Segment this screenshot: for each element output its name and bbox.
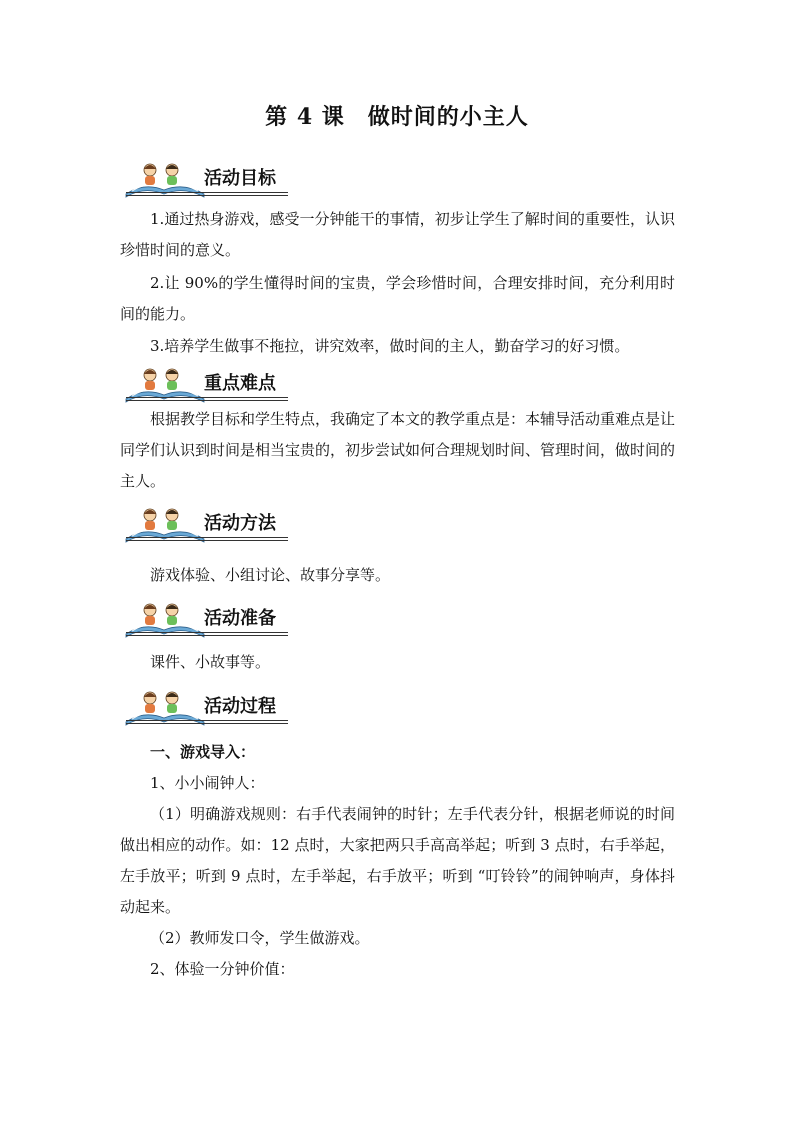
reading-children-icon	[120, 688, 210, 728]
list-item: （1）明确游戏规则：右手代表闹钟的时针；左手代表分针，根据老师说的时间做出相应的动作。如：12 点时，大家把两只手高高举起；听到 3 点时，右手举起，左手放平；听到 9 点时，左手举起，右手放平；听到 “叮铃铃”的闹钟响声，身体抖动起来。	[120, 805, 675, 916]
section-heading-process	[120, 688, 310, 728]
subheading: 一、游戏导入：	[150, 743, 256, 761]
heading-rule	[126, 632, 288, 633]
section-heading-text: 活动方法	[204, 513, 276, 534]
reading-children-icon	[120, 365, 210, 405]
section-heading-goals	[120, 160, 310, 200]
list-item: （2）教师发口令，学生做游戏。	[150, 929, 370, 947]
reading-children-icon	[120, 160, 210, 200]
section-heading-methods	[120, 505, 310, 545]
section-heading-text: 活动目标	[204, 168, 276, 189]
paragraph: 2.让 90%的学生懂得时间的宝贵，学会珍惜时间，合理安排时间，充分利用时间的能力。	[120, 274, 675, 323]
heading-rule	[126, 192, 288, 193]
section-heading-text: 活动过程	[204, 696, 276, 717]
paragraph: 课件、小故事等。	[150, 653, 271, 671]
paragraph: 3.培养学生做事不拖拉，讲究效率，做时间的主人，勤奋学习的好习惯。	[150, 337, 630, 355]
section-heading-preparation	[120, 600, 310, 640]
section-heading-key-points	[120, 365, 310, 405]
heading-rule	[126, 400, 288, 401]
heading-rule	[126, 635, 288, 636]
paragraph: 根据教学目标和学生特点，我确定了本文的教学重点是：本辅导活动重难点是让同学们认识到时间是相当宝贵的，初步尝试如何合理规划时间、管理时间，做时间的主人。	[120, 410, 676, 490]
reading-children-icon	[120, 600, 210, 640]
page-title: 第 4 课 做时间的小主人	[265, 104, 529, 130]
paragraph: 1.通过热身游戏，感受一分钟能干的事情，初步让学生了解时间的重要性，认识珍惜时间的意义。	[120, 210, 675, 259]
paragraph: 游戏体验、小组讨论、故事分享等。	[150, 566, 391, 584]
heading-rule	[126, 540, 288, 541]
heading-rule	[126, 720, 288, 721]
heading-rule	[126, 195, 288, 196]
section-heading-text: 重点难点	[204, 373, 276, 394]
heading-rule	[126, 723, 288, 724]
reading-children-icon	[120, 505, 210, 545]
heading-rule	[126, 537, 288, 538]
heading-rule	[126, 397, 288, 398]
section-heading-text: 活动准备	[204, 608, 276, 629]
list-item: 1、小小闹钟人：	[150, 774, 265, 792]
list-item: 2、体验一分钟价值：	[150, 960, 295, 978]
